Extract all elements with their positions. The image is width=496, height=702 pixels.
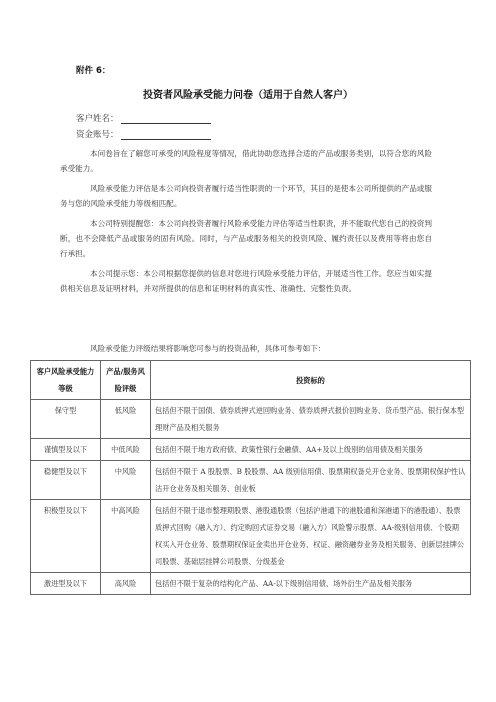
questionnaire-title: 投资者风险承受能力问卷（适用于自然人客户） — [143, 90, 353, 101]
row-rating: 高风险 — [101, 573, 151, 595]
row-rating: 低风险 — [101, 400, 151, 439]
row-targets: 包括但不限于复杂的结构化产品、AA-以下级别信用债、场外衍生产品及相关服务 — [151, 573, 471, 595]
rating-intro-paragraph: 风险承受能力评级结果将影响您可参与的投资品种，具体可参考如下： — [90, 344, 326, 353]
annex-label: 附件 6： — [76, 66, 111, 76]
row-targets: 包括但不限于 A 股股票、B 股股票、AA 级别信用债、股票期权备兑开仓业务、股票期权保护性认沽开仓业务及相关服务、创业板 — [151, 461, 471, 500]
table-row — [31, 439, 471, 461]
account-number-blank[interactable] — [121, 130, 211, 140]
customer-name-blank[interactable] — [121, 114, 211, 124]
row-rating: 中风险 — [101, 461, 151, 500]
header-investment-targets: 投资标的 — [151, 361, 471, 400]
risk-rating-table — [30, 360, 471, 595]
row-targets: 包括但不限于地方政府债、政策性银行金融债、AA+及以上级别的信用债及相关服务 — [151, 439, 471, 461]
table-row — [31, 573, 471, 595]
account-number-field — [76, 128, 211, 140]
row-level: 激进型及以下 — [31, 573, 101, 595]
table-row — [31, 461, 471, 500]
row-targets: 包括但不限于国债、债券质押式逆回购业务、债券质押式报价回购业务、货币型产品、银行保本型理财产品及相关服务 — [151, 400, 471, 439]
reminder-paragraph: 本公司特别提醒您：本公司向投资者履行风险承受能力评估等适当性职责，并不能取代您自己的投资判断，也不会降低产品或服务的固有风险。同时，与产品或服务相关的投资风险、履约责任以及费用等将由您自行承担。 — [60, 219, 432, 258]
row-level: 保守型 — [31, 400, 101, 439]
account-number-label: 资金账号： — [76, 130, 119, 140]
row-level: 谨慎型及以下 — [31, 439, 101, 461]
row-level: 积极型及以下 — [31, 500, 101, 573]
header-product-rating: 产品/服务风险评级 — [101, 361, 151, 400]
customer-name-field — [76, 112, 211, 124]
row-targets: 包括但不限于退市整理期股票、港股通股票（包括沪港通下的港股通和深港通下的港股通）、股票质押式回购（融入方）、约定购回式证券交易（融入方）风险警示股票、AA-级别信用债、个股期权买入开仓业务、股票期权保证金卖出开仓业务、权证、融资融券业务及相关服务、创新层挂牌公司股票、基础层挂牌公司股票、分级基金 — [151, 500, 471, 573]
row-rating: 中高风险 — [101, 500, 151, 573]
notice-paragraph: 本公司提示您：本公司根据您提供的信息对您进行风险承受能力评估，开展适当性工作。您应当如实提供相关信息及证明材料，并对所提供的信息和证明材料的真实性、准确性、完整性负责。 — [60, 269, 432, 293]
table-row — [31, 500, 471, 573]
customer-name-label: 客户姓名： — [76, 114, 119, 124]
header-customer-level: 客户风险承受能力等级 — [31, 361, 101, 400]
intro-paragraph: 本问卷旨在了解您可承受的风险程度等情况，借此协助您选择合适的产品或服务类别，以符合您的风险承受能力。 — [60, 149, 432, 173]
assessment-paragraph: 风险承受能力评估是本公司向投资者履行适当性职责的一个环节，其目的是使本公司所提供的产品或服务与您的风险承受能力等级相匹配。 — [60, 184, 432, 208]
table-header-row — [31, 361, 471, 400]
row-level: 稳健型及以下 — [31, 461, 101, 500]
row-rating: 中低风险 — [101, 439, 151, 461]
table-row — [31, 400, 471, 439]
